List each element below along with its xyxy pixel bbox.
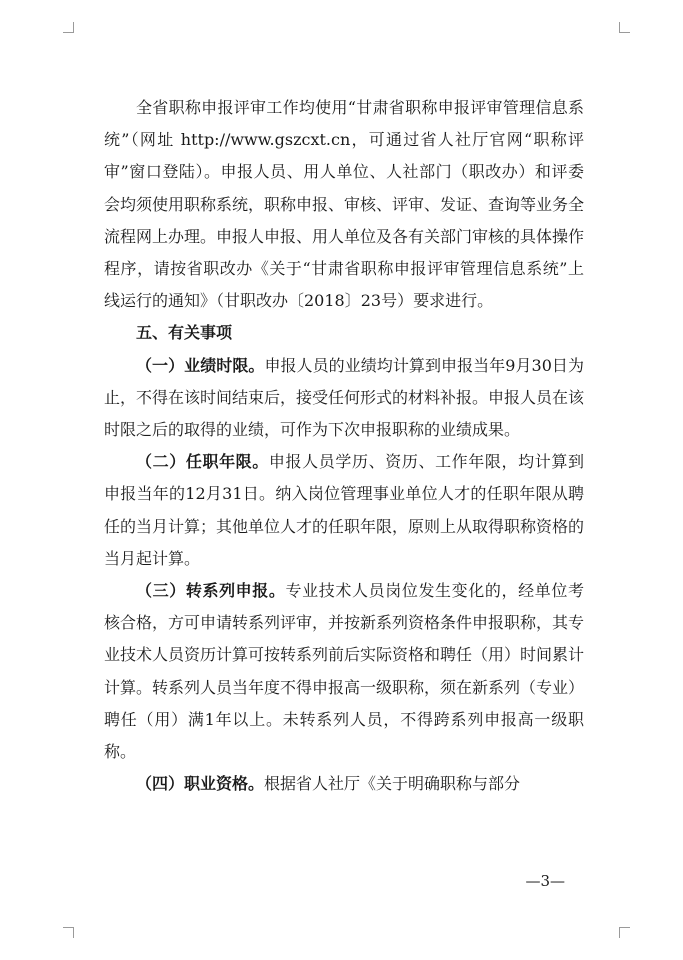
item-text-3: 专业技术人员岗位发生变化的，经单位考核合格，方可申请转系列评审，并按新系列资格条件申报职称，其专业技术人员资历计算可按转系列前后实际资格和聘任（用）时间累计计算。转系列人员当年度不得申报高一级职称，须在新系列（专业）聘任（用）满1年以上。未转系列人员，不得跨系列申报高一级职称。 [104,581,585,762]
item-paragraph-1 [104,350,584,447]
section-heading: 五、有关事项 [136,323,233,343]
item-paragraph-4 [104,768,584,800]
item-text-2: 申报人员学历、资历、工作年限，均计算到申报当年的12月31日。纳入岗位管理事业单位人才的任职年限从聘任的当月计算；其他单位人才的任职年限，原则上从取得职称资格的当月起计算。 [104,452,585,568]
item-lead-4: （四）职业资格。 [136,774,265,794]
item-paragraph-3 [104,575,584,768]
intro-paragraph: 全省职称申报评审工作均使用“甘肃省职称申报评审管理信息系统”（网址 http://www.gszcxt.cn，可通过省人社厅官网“职称评审”窗口登陆）。申报人员、用人单位、人社部门（职改办）和评委会均须使用职称系统，职称申报、审核、评审、发证、查询等业务全流程网上办理。申报人申报、用人单位及各有关部门审核的具体操作程序，请按省职改办《关于“甘肃省职称申报评审管理信息系统”上线运行的通知》（甘职改办〔2018〕23号）要求进行。 [104,98,585,311]
item-text-4: 根据省人社厅《关于明确职称与部分 [264,774,521,794]
document-body [104,92,584,800]
item-lead-3: （三）转系列申报。 [136,581,286,601]
item-paragraph-2 [104,446,584,575]
crop-mark-bottom-right [619,927,630,938]
item-lead-1: （一）业绩时限。 [136,355,265,375]
item-lead-2: （二）任职年限。 [136,452,269,472]
item-text-1: 申报人员的业绩均计算到申报当年9月30日为止，不得在该时间结束后，接受任何形式的材料补报。申报人员在该时限之后的取得的业绩，可作为下次申报职称的业绩成果。 [104,355,585,440]
crop-mark-bottom-left [63,927,74,938]
crop-mark-top-left [63,22,74,33]
crop-mark-top-right [619,22,630,33]
page-number: —3— [525,872,565,890]
